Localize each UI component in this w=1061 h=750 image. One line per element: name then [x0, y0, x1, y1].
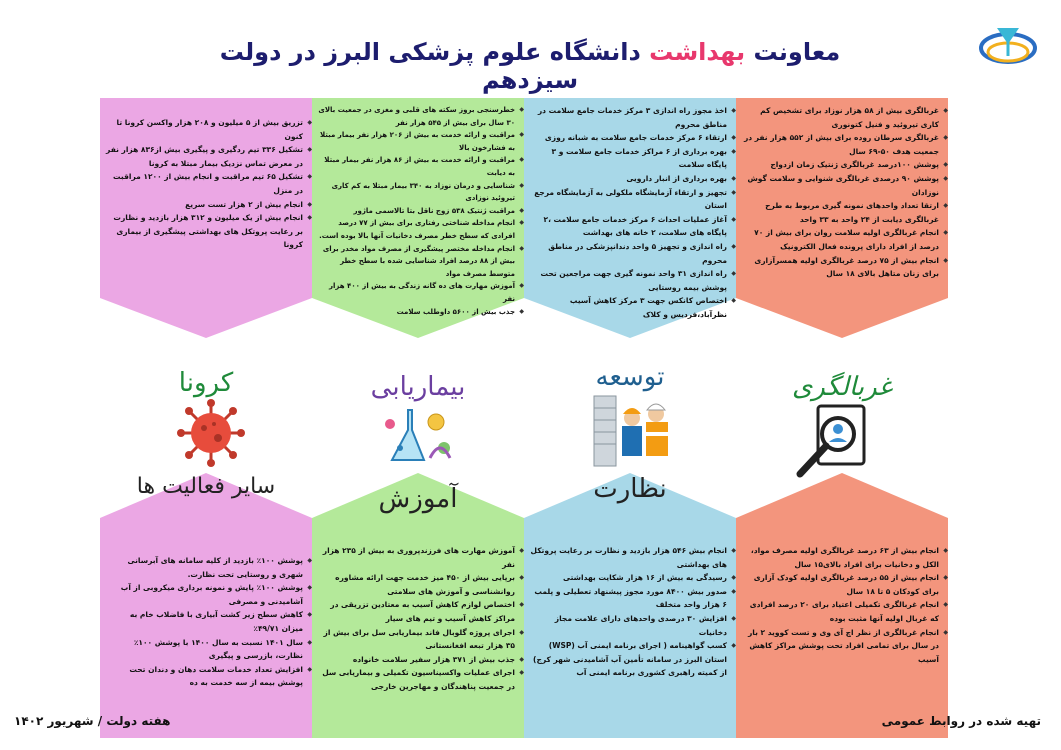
list-item: ◆ بهره برداری از ۶ مراکز خدمات جامع سلامت و ۳ پایگاه سلامت — [530, 145, 736, 172]
list-item: ◆ کاهش سطح زیر کشت آبیاری با فاضلاب خام به میزان ۴۹/۷۱٪ — [106, 608, 312, 635]
list-item: ◆ انجام غربالگری تکمیلی اعتیاد برای ۲۰ درصد افرادی که غربال اولیه آنها مثبت بوده — [742, 598, 948, 625]
list-item: ◆ بهره برداری از انبار دارویی — [530, 172, 736, 186]
nezarat-bottom-list — [530, 544, 736, 680]
list-item: ◆ صدور بیش ۸۴۰۰ مورد مجوز پیشنهاد تعطیلی و پلمب ۶ هزار واحد متخلف — [530, 585, 736, 612]
gharbalgari-label: غربالگری — [791, 372, 893, 402]
list-item: ◆ پوشش ۹۰ درصدی غربالگری شنوایی و سلامت گوش نوزادان — [742, 172, 948, 199]
bimari-top-list — [318, 104, 524, 318]
title-part2: دانشگاه علوم پزشکی البرز در دولت سیزدهم — [219, 38, 650, 94]
list-item: ◆ آغاز عملیات احداث ۶ مرکز خدمات جامع سلامت ،۲ پایگاه های سلامت، ۲ خانه های بهداشت — [530, 213, 736, 240]
title-accent: بهداشت — [649, 38, 746, 66]
list-item: ◆ تشکیل ۶۵ تیم مراقبت و انجام بیش از ۱۲۰۰ مراقبت در منزل — [106, 170, 312, 197]
list-item: ◆ ارتقاء ۶ مرکز خدمات جامع سلامت به شبانه روزی — [530, 131, 736, 145]
list-item: ◆ اجرای پروژه گلوبال فاند بیماریابی سل برای بیش از ۳۵ هزار تبعه افغانستانی — [318, 626, 524, 653]
tosee-top-list — [530, 104, 736, 322]
list-item: ◆ تزریق بیش از ۵ میلیون و ۲۰۸ هزار واکسن کرونا تا کنون — [106, 116, 312, 143]
title-part1: معاونت — [745, 38, 841, 66]
sayer-label: سایر فعالیت ها — [136, 474, 276, 499]
page-title — [180, 38, 880, 94]
lab-science-icon — [378, 402, 460, 472]
list-item: ◆ مراقبت و ارائه خدمت به بیش از ۸۶ هزار نفر بیمار مبتلا به دیابت — [318, 154, 524, 179]
list-item: ◆ انجام غربالگری از نظر اچ آی وی و تست کووید ۲ بار در سال برای تمامی افراد تحت پوشش مراکز کاهش آسیب — [742, 626, 948, 667]
list-item: ◆ انجام بیش از ۶۳ درصد غربالگری اولیه مصرف مواد، الکل و دخانیات برای افراد بالای۱۵ سال — [742, 544, 948, 571]
list-item: ◆ آموزش مهارت های ده گانه زندگی به بیش از ۴۰۰ هزار نفر — [318, 280, 524, 305]
amoozesh-label: آموزش — [378, 484, 458, 514]
footer-date: هفته دولت / شهریور ۱۴۰۲ — [14, 714, 171, 728]
corona-top-list — [106, 116, 312, 252]
list-item: ◆ انجام بیش از ۵۵ درصد غربالگری اولیه کودک آزاری برای کودکان ۵ تا ۱۸ سال — [742, 571, 948, 598]
list-item: ◆ غربالگری سرطان روده برای بیش از ۵۵۲ هزار نفر در جمعیت هدف ۵۰-۶۹ سال — [742, 131, 948, 158]
list-item: ◆ کسب گواهینامه ( اجرای برنامه ایمنی آب (WSP) استان البرز در سامانه تأمین آب آشامیدنی شهر کرج) از کمیته راهبری کشوری برنامه ایمنی آب — [530, 639, 736, 680]
list-item: ◆ جذب بیش از ۵۶۰۰ داوطلب سلامت — [318, 306, 524, 319]
list-item: ◆ تجهیز و ارتقاء آزمایشگاه ملکولی به آزمایشگاه مرجع استان — [530, 186, 736, 213]
tosee-label: توسعه — [595, 362, 665, 392]
list-item: ◆ برپایی بیش از ۴۵۰ میز خدمت جهت ارائه مشاوره روانشناسی و آموزش های سلامتی — [318, 571, 524, 598]
engineers-icon — [588, 388, 678, 468]
corona-label: کرونا — [178, 368, 234, 398]
list-item: ◆ غربالگری بیش از ۵۸ هزار نوزاد برای تشخیص کم کاری تیروئید و فنیل کتونوری — [742, 104, 948, 131]
list-item: ◆ تشکیل ۳۳۶ تیم ردگیری و پیگیری بیش از۸۳۶ هزار نفر در معرض تماس نزدیک بیمار مبتلا به کرونا — [106, 143, 312, 170]
list-item: ◆ ارتقا تعداد واحدهای نمونه گیری مربوط به طرح غربالگری دیابت از ۲۴ واحد به ۳۳ واحد — [742, 199, 948, 226]
list-item: ◆ افزایش تعداد خدمات سلامت دهان و دندان تحت پوشش بیمه از سه خدمت به ده — [106, 663, 312, 690]
list-item: ◆ آموزش مهارت های فرزندپروری به بیش از ۲۳۵ هزار نفر — [318, 544, 524, 571]
list-item: ◆ انجام بیش از یک میلیون و ۳۱۲ هزار بازدید و نظارت بر رعایت پروتکل های بهداشتی پیشگیری از بیماری کرونا — [106, 211, 312, 252]
search-person-icon — [790, 402, 882, 480]
list-item: ◆ جذب بیش از ۳۷۱ هزار سفیر سلامت خانواده — [318, 653, 524, 667]
sayer-bottom-list — [106, 554, 312, 690]
list-item: ◆ انجام بیش از ۲ هزار تست سریع — [106, 198, 312, 212]
list-item: ◆ رسیدگی به بیش از ۱۶ هزار شکایت بهداشتی — [530, 571, 736, 585]
list-item: ◆ پوشش ۱۰۰درصد غربالگری ژنتیک زمان ازدواج — [742, 158, 948, 172]
list-item: ◆ انجام بیش ۵۴۶ هزار بازدید و نظارت بر رعایت پروتکل های بهداشتی — [530, 544, 736, 571]
list-item: ◆ راه اندازی ۳۱ واحد نمونه گیری جهت مراجعین تحت پوشش بیمه روستایی — [530, 267, 736, 294]
gharbalgari-bottom-list — [742, 544, 948, 666]
list-item: ◆ مراقبت ژنتیک ۵۳۸ زوج ناقل بتا تالاسمی ماژور — [318, 205, 524, 218]
list-item: ◆ اختصاص کانکس جهت ۳ مرکز کاهش آسیب نظرآباد،فردیس و کلاک — [530, 294, 736, 321]
list-item: ◆ اخذ مجوز راه اندازی ۳ مرکز خدمات جامع سلامت در مناطق محروم — [530, 104, 736, 131]
list-item: ◆ انجام مداخله مختصر پیشگیری از مصرف مواد مخدر برای بیش از ۸۸ درصد افراد شناسایی شده با سطح خطر متوسط مصرف مواد — [318, 243, 524, 281]
list-item: ◆ اجرای عملیات واکسیناسیون تکمیلی و بیماریابی سل در جمعیت پناهندگان و مهاجرین خارجی — [318, 666, 524, 693]
list-item: ◆ پوشش ۱۰۰٪ پایش و نمونه برداری میکروبی از آب آشامیدنی و مصرفی — [106, 581, 312, 608]
university-logo-icon — [977, 14, 1039, 76]
bimari-label: بیماریابی — [370, 372, 466, 402]
nezarat-label: نظارت — [593, 474, 667, 504]
list-item: ◆ سال ۱۴۰۱ نسبت به سال ۱۴۰۰ با پوشش ۱۰۰٪ نظارت، بازرسی و پیگیری — [106, 636, 312, 663]
list-item: ◆ انجام بیش از ۷۵ درصد غربالگری اولیه همسرآزاری برای زنان متاهل بالای ۱۸ سال — [742, 254, 948, 281]
list-item: ◆ انجام غربالگری اولیه سلامت روان برای بیش از ۷۰ درصد از افراد دارای پرونده فعال الکترونیک — [742, 226, 948, 253]
amoozesh-bottom-list — [318, 544, 524, 694]
list-item: ◆ خطرسنجی بروز سکته های قلبی و مغزی در جمعیت بالای ۳۰ سال برای بیش از ۵۴۵ هزار نفر — [318, 104, 524, 129]
list-item: ◆ پوشش ۱۰۰٪ بازدید از کلیه سامانه های آبرسانی شهری و روستایی تحت نظارت. — [106, 554, 312, 581]
list-item: ◆ افزایش ۳۰ درصدی واحدهای دارای علامت مجاز دخانیات — [530, 612, 736, 639]
list-item: ◆ راه اندازی و تجهیز ۵ واحد دندانپزشکی در مناطق محروم — [530, 240, 736, 267]
footer-credit: تهیه شده در روابط عمومی — [881, 714, 1041, 728]
list-item: ◆ مراقبت و ارائه خدمت به بیش از ۲۰۶ هزار نفر بیمار مبتلا به فشارخون بالا — [318, 129, 524, 154]
list-item: ◆ شناسایی و درمان نوزاد به ۳۴۰ بیمار مبتلا به کم کاری تیروئید نوزادی — [318, 180, 524, 205]
coronavirus-icon — [176, 398, 246, 468]
list-item: ◆ انجام مداخله شناختی رفتاری برای بیش از ۷۷ درصد افرادی که سطح خطر مصرف دخانیات آنها بالا بوده است. — [318, 217, 524, 242]
list-item: ◆ اختصاص لوازم کاهش آسیب به معتادین تزریقی در مراکز کاهش آسیب و تیم های سیار — [318, 598, 524, 625]
gharbalgari-top-list — [742, 104, 948, 281]
